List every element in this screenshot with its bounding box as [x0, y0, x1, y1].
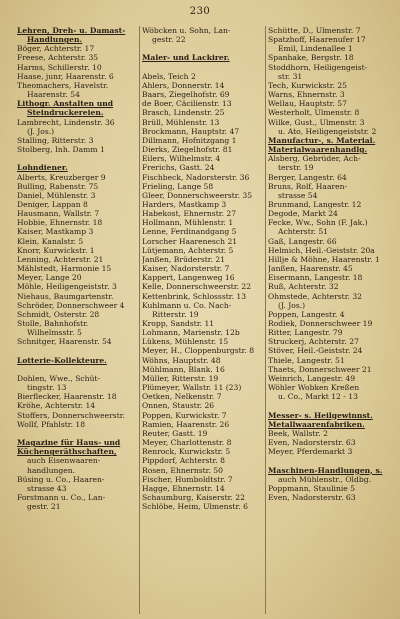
- directory-entry: Wollf, Pfahlstr. 18: [17, 419, 86, 429]
- directory-entry: Brockmann, Hauptstr. 47: [142, 126, 240, 136]
- directory-entry: Kelle, Donnerschweerstr. 22: [142, 282, 252, 292]
- directory-entry: Meyer, Pferdemarkt 3: [268, 447, 353, 457]
- section-heading: Metallwaarenfabriken.: [268, 419, 365, 429]
- directory-entry: Frerichs, Gastt. 24: [142, 163, 215, 173]
- section-heading: Maschinen-Handlungen, s.: [268, 465, 383, 475]
- directory-entry: Eilers, Wilhelmstr. 4: [142, 154, 221, 164]
- directory-entry: Bulling, Rabenstr. 75: [17, 181, 99, 191]
- directory-entry: Stalling, Ritterstr. 3: [17, 135, 94, 145]
- directory-entry: Mühlmann, Blank. 16: [142, 364, 225, 374]
- directory-entry: Büsing u. Co., Haaren-: [17, 474, 105, 484]
- directory-entry: Stolberg, Inh. Damm 1: [17, 145, 105, 155]
- directory-entry: Kettenbrink, Schlossstr. 13: [142, 291, 247, 301]
- directory-entry: Bruns, Rolf, Haaren-: [268, 181, 348, 191]
- section-heading: Küchengeräthschaften,: [17, 447, 117, 457]
- directory-entry: strasse 43: [27, 483, 67, 493]
- directory-entry: Böger, Achterstr. 17: [17, 44, 95, 54]
- column-right: [268, 26, 394, 502]
- directory-entry: Brasch, Lindenstr. 25: [142, 108, 225, 118]
- directory-entry: Meyer, Charlottenstr. 8: [142, 438, 232, 448]
- directory-entry: Onnen, Staustr. 26: [142, 401, 215, 411]
- directory-entry: Kappert, Langenweg 16: [142, 273, 235, 283]
- directory-entry: Janßen, Haarenstr. 45: [268, 264, 353, 274]
- directory-entry: Schlöbe, Heim, Ulmenstr. 6: [142, 502, 248, 512]
- directory-entry: u. Ato, Heiligengeiststr. 2: [278, 126, 377, 136]
- directory-entry: Habekost, Ehnernstr. 27: [142, 209, 237, 219]
- directory-entry: Westerholt, Ulmenstr. 8: [268, 108, 360, 118]
- directory-entry: gestr. 22: [152, 35, 186, 45]
- directory-entry: Berger, Langestr. 64: [268, 172, 347, 182]
- directory-entry: Abels, Teich 2: [142, 71, 196, 81]
- directory-entry: Lenne, Ferdinandgang 5: [142, 227, 237, 237]
- directory-entry: Klein, Kanalstr. 5: [17, 236, 84, 246]
- directory-entry: Thaets, Donnerschweer 21: [268, 364, 372, 374]
- directory-entry: Kröhe, Achterstr. 14: [17, 401, 96, 411]
- column-divider: [265, 26, 266, 614]
- directory-entry: Ohmstede, Achterstr. 32: [268, 291, 362, 301]
- page-number: 230: [189, 6, 211, 17]
- directory-entry: Baars, Ziegelhofstr. 69: [142, 90, 230, 100]
- directory-entry: Brüll, Mühlenstr. 13: [142, 117, 220, 127]
- directory-entry: [17, 154, 139, 163]
- directory-entry: [142, 44, 264, 53]
- directory-entry: Wöhler Wobken Kreßen: [268, 383, 360, 393]
- directory-entry: Möhle, Heiligengeiststr. 3: [17, 282, 117, 292]
- directory-entry: Frieling, Lange 58: [142, 181, 214, 191]
- directory-entry: Wilhelmsstr. 5: [27, 328, 82, 338]
- directory-entry: Wellau, Hauptstr. 57: [268, 99, 347, 109]
- directory-entry: handlungen.: [27, 465, 76, 475]
- directory-entry: (J. Jos.): [27, 126, 55, 136]
- directory-entry: Lorscher Haarenesch 21: [142, 236, 238, 246]
- directory-entry: Forstmann u. Co., Lan-: [17, 492, 106, 502]
- column-middle: [142, 26, 264, 511]
- column-divider: [139, 26, 140, 614]
- section-heading: Maler- und Lackirer.: [142, 53, 230, 63]
- directory-entry: Achterstr. 51: [278, 227, 329, 237]
- directory-entry: Harders, Mastkamp 3: [142, 199, 227, 209]
- directory-entry: Even, Nadorsterstr. 63: [268, 492, 356, 502]
- directory-entry: Spanhake, Bergstr. 18: [268, 53, 354, 63]
- section-heading: Steindruckereien.: [27, 108, 104, 118]
- directory-entry: [17, 346, 139, 355]
- directory-entry: strasse 54: [278, 190, 318, 200]
- directory-entry: Lohmann, Marienstr. 12b: [142, 328, 240, 338]
- directory-entry: Schröder, Donnerschweer 4: [17, 300, 125, 310]
- directory-entry: Stoffers, Donnerschweerstr.: [17, 410, 125, 420]
- directory-entry: tingstr. 13: [27, 383, 67, 393]
- directory-entry: Kaiser, Mastkamp 3: [17, 227, 94, 237]
- column-left: [17, 26, 139, 511]
- directory-entry: Schnitger, Haarenstr. 54: [17, 337, 112, 347]
- directory-entry: Hillje & Möhne, Haarenstr. 1: [268, 254, 380, 264]
- directory-entry: Warns, Ehnernstr. 3: [268, 90, 345, 100]
- directory-entry: Harms, Schillerstr. 10: [17, 62, 102, 72]
- directory-entry: Degode, Markt 24: [268, 209, 338, 219]
- directory-entry: Struckerj, Achterstr. 27: [268, 337, 359, 347]
- directory-entry: Fecke, Ww., Sohn (F. Jak.): [268, 218, 368, 228]
- section-heading: Materialwaarenhandlg.: [268, 145, 368, 155]
- directory-entry: Thiele, Langestr. 51: [268, 355, 345, 365]
- directory-entry: Oetken, Nelkenstr. 7: [142, 392, 222, 402]
- directory-entry: Daniel, Mühlenstr. 3: [17, 190, 96, 200]
- directory-entry: Janßen, Brüderstr. 21: [142, 254, 226, 264]
- directory-entry: Niehaus, Baumgartenstr.: [17, 291, 114, 301]
- directory-entry: Kropp, Sandstr. 11: [142, 319, 215, 328]
- directory-entry: Deniger, Lappan 8: [17, 199, 88, 209]
- directory-entry: Theomachers, Havelstr.: [17, 80, 109, 90]
- directory-entry: Fischer, Humboldtstr. 7: [142, 474, 233, 484]
- directory-entry: Rodiek, Donnerschweer 19: [268, 319, 373, 328]
- directory-entry: Kuhlmann u. Co. Nach-: [142, 300, 232, 310]
- directory-entry: Alsberg, Gebrüder, Ach-: [268, 154, 361, 164]
- directory-entry: Poppen, Kurwickstr. 7: [142, 410, 227, 420]
- section-heading: Handlungen.: [27, 35, 83, 45]
- section-heading: Magazine für Haus- und: [17, 438, 121, 448]
- directory-entry: Beek, Wallstr. 2: [268, 428, 328, 438]
- section-heading: Lehren, Dreh- u. Damast-: [17, 26, 126, 35]
- directory-entry: Lenning, Achterstr. 21: [17, 254, 104, 264]
- directory-entry: Hausmann, Wallstr. 7: [17, 209, 100, 219]
- directory-entry: Hollmann, Mühlenstr. 1: [142, 218, 234, 228]
- directory-entry: (J. Jos.): [278, 300, 306, 310]
- directory-entry: gestr. 21: [27, 502, 61, 512]
- directory-entry: Pippdorf, Achterstr. 8: [142, 456, 225, 466]
- directory-entry: Lambrecht, Lindenstr. 36: [17, 117, 115, 127]
- directory-entry: Knorr, Kurwickstr. 1: [17, 245, 95, 255]
- directory-entry: Helmich, Heil.-Geiststr. 20a: [268, 245, 375, 255]
- directory-entry: Weinrich, Langestr. 49: [268, 373, 356, 383]
- directory-entry: Hagge, Ehnernstr. 14: [142, 483, 225, 493]
- directory-entry: Lütjemann, Achterstr. 5: [142, 245, 234, 255]
- section-heading: Lithogr. Anstalten und: [17, 99, 114, 109]
- directory-entry: Rosen, Ehnernstr. 50: [142, 465, 223, 475]
- directory-entry: Tech, Kurwickstr. 25: [268, 80, 347, 90]
- directory-entry: Reuter, Gastt. 19: [142, 428, 208, 438]
- directory-entry: Hobbie, Ehnernstr. 18: [17, 218, 103, 228]
- section-heading: Manufactur-, s. Material.: [268, 135, 376, 145]
- directory-entry: Ruß, Achterstr. 32: [268, 282, 339, 292]
- directory-entry: Ahlers, Donnerstr. 14: [142, 80, 225, 90]
- directory-entry: Schmidt, Osterstr. 28: [17, 309, 100, 319]
- directory-entry: Spatzhoff, Haarenufer 17: [268, 35, 366, 45]
- directory-entry: Dillmann, Hofnitzgang 1: [142, 135, 237, 145]
- directory-entry: Lükens, Mühlenstr. 15: [142, 337, 229, 347]
- directory-entry: Ritter, Langestr. 79: [268, 328, 343, 338]
- directory-entry: Müller, Ritterstr. 19: [142, 373, 219, 383]
- directory-entry: auch Mühlenstr., Oldbg.: [278, 474, 371, 484]
- section-heading: Lotterie-Kollekteure.: [17, 355, 107, 365]
- section-heading: Messer- s. Heilgewinnst.: [268, 410, 373, 420]
- directory-entry: Brunmand, Langestr. 12: [268, 199, 362, 209]
- directory-entry: Mählstedt, Harmonie 15: [17, 264, 112, 274]
- directory-entry: Stöver, Heil.-Geiststr. 24: [268, 346, 363, 356]
- directory-entry: Freese, Achterstr. 35: [17, 53, 99, 63]
- directory-entry: Meyer, H., Cloppenburgstr. 8: [142, 346, 255, 356]
- directory-entry: de Boer, Cäcilienstr. 13: [142, 99, 232, 109]
- directory-entry: Haarenstr. 54: [27, 90, 80, 100]
- directory-entry: [17, 365, 139, 374]
- directory-entry: Haase, junr, Haarenstr. 6: [17, 71, 114, 81]
- directory-entry: Poppmann, Staulinie 5: [268, 483, 356, 493]
- directory-entry: [268, 456, 394, 465]
- directory-entry: Alberts, Kreuzberger 9: [17, 172, 106, 182]
- directory-entry: Ramien, Haarenstr. 26: [142, 419, 230, 429]
- directory-entry: Poppen, Langestr. 4: [268, 309, 345, 319]
- directory-entry: Kaiser, Nadorsterstr. 7: [142, 264, 230, 274]
- directory-entry: Wilke, Gust., Ulmenstr. 3: [268, 117, 365, 127]
- directory-entry: Wöbcken u. Sohn, Lan-: [142, 26, 231, 35]
- directory-entry: [268, 401, 394, 410]
- directory-entry: Bierflecker, Haarenstr. 18: [17, 392, 117, 402]
- directory-entry: Schütte, D., Ulmenstr. 7: [268, 26, 361, 35]
- directory-entry: Emil, Lindenallee 1: [278, 44, 353, 54]
- directory-entry: Wöhns, Hauptstr. 48: [142, 355, 221, 365]
- directory-entry: [142, 63, 264, 72]
- directory-entry: str. 31: [278, 71, 303, 81]
- directory-entry: Renrock, Kurwickstr. 5: [142, 447, 231, 457]
- directory-entry: Even, Nadorsterstr. 63: [268, 438, 356, 448]
- directory-entry: Stoddhorn, Heiligengeist-: [268, 62, 368, 72]
- directory-entry: Fischbeck, Nadorsterstr. 36: [142, 172, 250, 182]
- directory-entry: Ritterstr. 19: [152, 309, 199, 319]
- section-heading: Lohndiener.: [17, 163, 68, 173]
- directory-entry: terstr. 19: [278, 163, 314, 173]
- directory-entry: Gleer, Donnerschweerstr. 35: [142, 190, 253, 200]
- directory-entry: auch Eisenwaaren-: [27, 456, 101, 466]
- directory-entry: Gaß, Langestr. 66: [268, 236, 337, 246]
- directory-entry: [17, 429, 139, 438]
- directory-entry: Eisermann, Langestr. 18: [268, 273, 363, 283]
- directory-entry: Meyer, Lange 20: [17, 273, 82, 283]
- directory-entry: Dierks, Ziegelhofstr. 81: [142, 145, 233, 155]
- directory-entry: Plümeyer, Wallstr. 11 (23): [142, 383, 242, 393]
- directory-entry: Dohlen, Wwe., Schüt-: [17, 373, 101, 383]
- directory-entry: Schaumburg, Kaiserstr. 22: [142, 492, 245, 502]
- directory-entry: u. Co., Markt 12 - 13: [278, 392, 358, 402]
- directory-entry: Stolle, Bahnhofstr.: [17, 319, 89, 328]
